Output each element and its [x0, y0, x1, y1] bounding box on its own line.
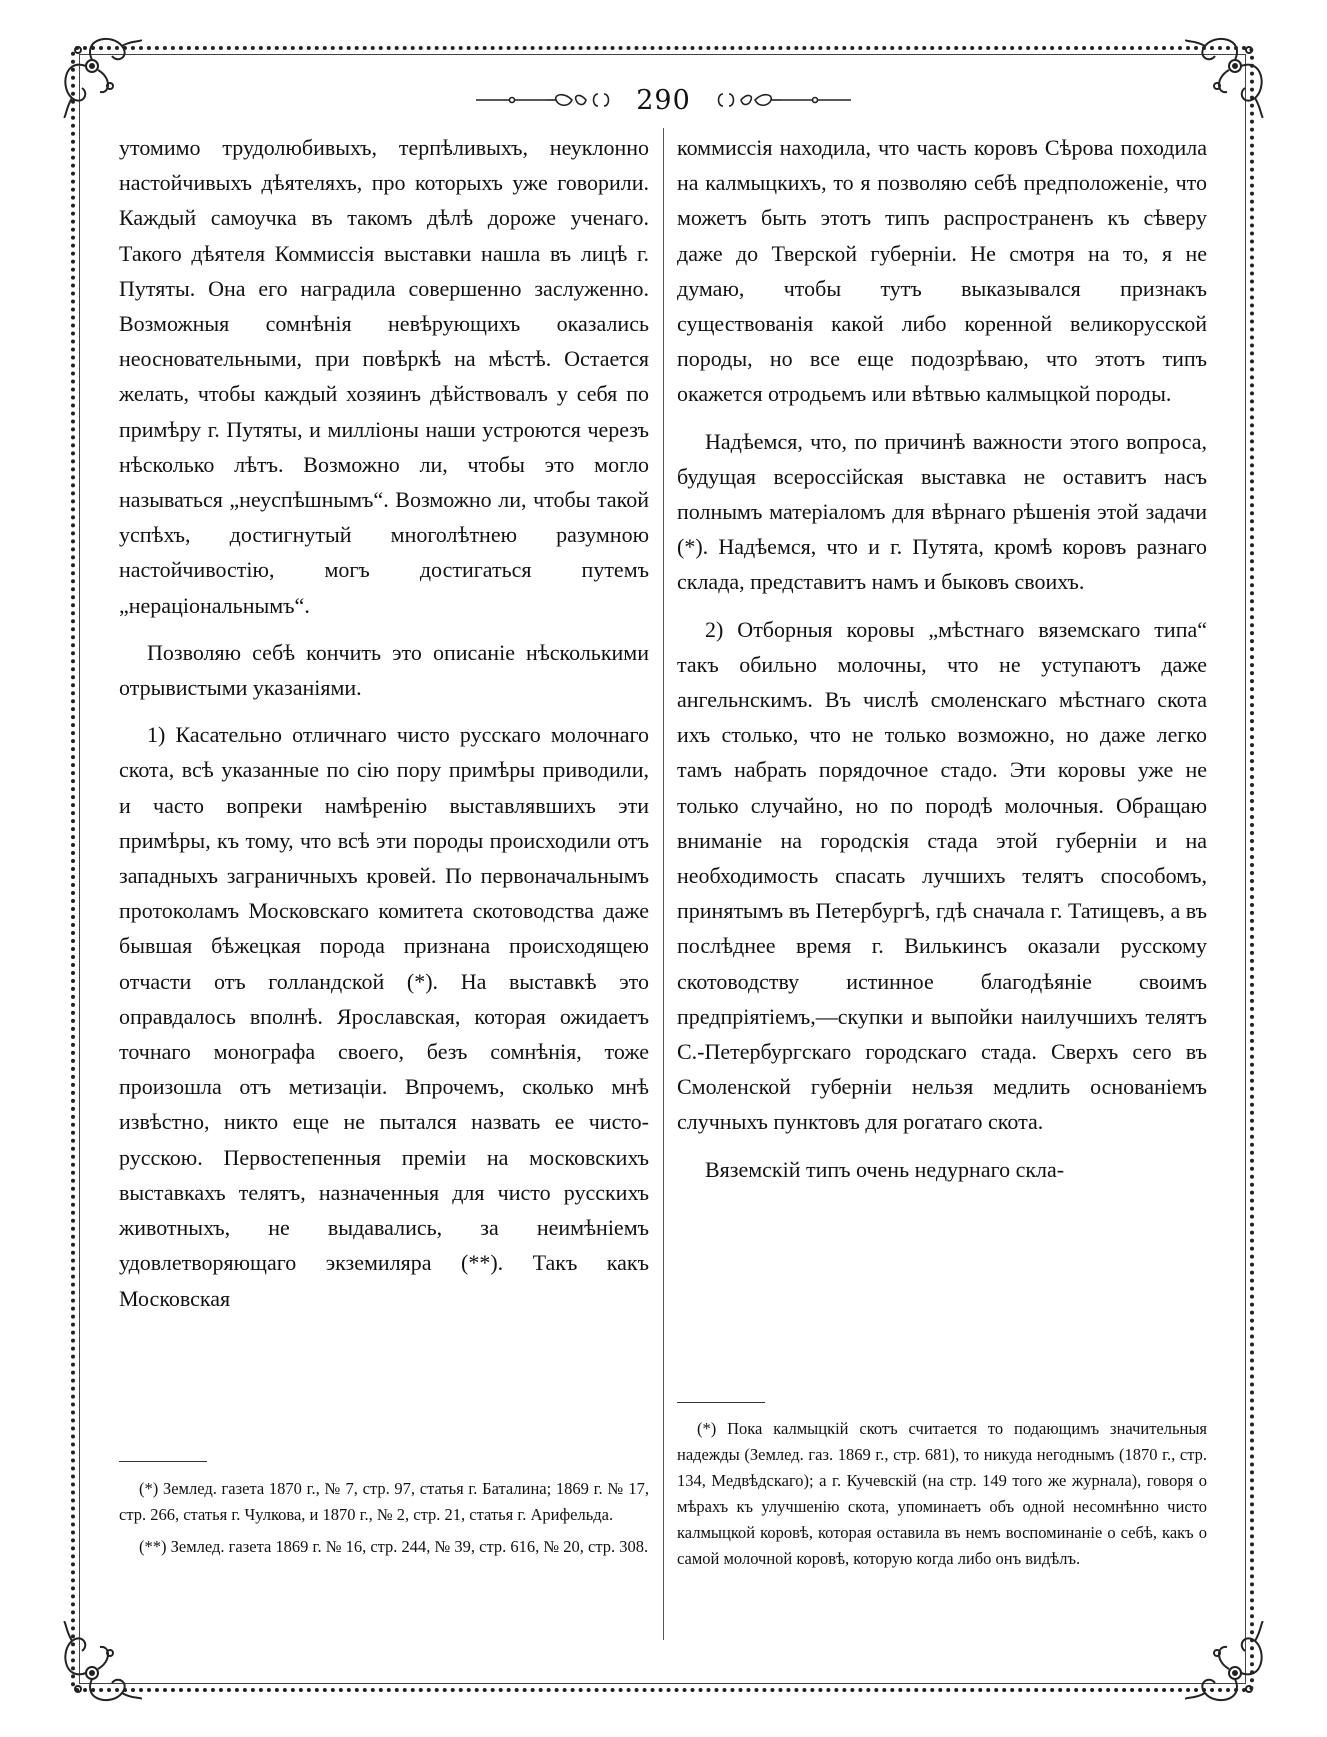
right-footnotes [677, 1416, 1207, 1578]
left-footnotes [119, 1476, 649, 1566]
paragraph: Вяземскій типъ очень недурнаго скла- [705, 1156, 1065, 1182]
paragraph: Надѣемся, что, по причинѣ важности этого вопроса, будущая всероссійская выставка не оставитъ насъ полнымъ матеріаломъ для вѣрнаго рѣшенія этой задачи (*). Надѣемся, что и г. Путята, кромѣ коровъ разнаго склада, представитъ намъ и быковъ своихъ. [677, 428, 1207, 595]
page-header [0, 82, 1327, 118]
paragraph: 2) Отборныя коровы „мѣстнаго вяземскаго типа“ такъ обильно молочны, что не уступаютъ даже ангельнскимъ. Въ числѣ смоленскаго мѣстнаго скота ихъ столько, что не только возможно, но даже легко тамъ набрать порядочное стадо. Эти коровы уже не только случайно, но по породѣ молочныя. Обращаю вниманіе на городскія стада этой губерніи и на необходимость спасать лучшихъ телятъ способомъ, принятымъ въ Петербургѣ, гдѣ сначала г. Татищевъ, а въ послѣднее время г. Вилькинсъ оказали русскому скотоводству истинное благодѣяніе своимъ предпріятіемъ,—скупки и выпойки наилучшихъ телятъ С.-Петербургскаго городскаго стада. Сверхъ сего въ Смоленской губерніи нельзя медлить основаніемъ случныхъ пунктовъ для рогатаго скота. [677, 616, 1207, 1135]
corner-ornament-icon [52, 1621, 142, 1711]
footnote-rule [119, 1461, 207, 1462]
left-flourish-icon [476, 90, 626, 110]
right-column [677, 130, 1207, 1199]
left-column [119, 130, 649, 1328]
footnote-rule [677, 1402, 765, 1403]
paragraph: коммиссія находила, что часть коровъ Сѣрова походила на калмыцкихъ, то я позволяю себѣ предположеніе, что можетъ быть этотъ типъ распространенъ къ сѣверу даже до Тверской губерніи. Не смотря на то, я не думаю, чтобы тутъ выказывался признакъ существованія какой либо коренной великорусской породы, но все еще подозрѣваю, что этотъ типъ окажется отродьемъ или вѣтвью калмыцкой породы. [677, 135, 1207, 407]
corner-ornament-icon [1185, 1621, 1275, 1711]
page-number: 290 [636, 84, 691, 116]
footnote: (*) Землед. газета 1870 г., № 7, стр. 97, статья г. Баталина; 1869 г. № 17, стр. 266, статья г. Чулкова, и 1870 г., № 2, стр. 21, статья г. Арифельда. [119, 1479, 649, 1524]
footnote: (*) Пока калмыцкій скотъ считается то подающимъ значительныя надежды (Землед. газ. 1869 г., стр. 681), то никуда негоднымъ (1870 г., стр. 134, Медвѣдскаго); а г. Кучевскій (на стр. 149 того же журнала), говоря о мѣрахъ къ улучшенію скота, упоминаетъ объ одной несомнѣнно чисто калмыцкой коровѣ, которая оставила въ немъ воспоминаніе о себѣ, какъ о самой молочной коровѣ, которую когда либо онъ видѣлъ. [677, 1419, 1207, 1568]
footnote: (**) Землед. газета 1869 г. № 16, стр. 244, № 39, стр. 616, № 20, стр. 308. [139, 1537, 649, 1556]
column-divider [663, 128, 664, 1640]
paragraph: Позволяю себѣ кончить это описаніе нѣсколькими отрывистыми указаніями. [119, 639, 649, 701]
paragraph: утомимо трудолюбивыхъ, терпѣливыхъ, неуклонно настойчивыхъ дѣятеляхъ, про которыхъ уже говорили. Каждый самоучка въ такомъ дѣлѣ дороже ученаго. Такого дѣятеля Коммиссія выставки нашла въ лицѣ г. Путяты. Она его наградила совершенно заслуженно. Возможныя сомнѣнія невѣрующихъ оказались неосновательными, при повѣркѣ на мѣстѣ. Остается желать, чтобы каждый хозяинъ дѣйствовалъ у себя по примѣру г. Путяты, и милліоны наши устроются черезъ нѣсколько лѣтъ. Возможно ли, чтобы это могло называться „неуспѣшнымъ“. Возможно ли, чтобы такой успѣхъ, достигнутый многолѣтнею разумною настойчивостію, могъ достигаться путемъ „нераціональнымъ“. [119, 135, 649, 618]
right-flourish-icon [701, 90, 851, 110]
paragraph: 1) Касательно отличнаго чисто русскаго молочнаго скота, всѣ указанные по сію пору примѣры приводили, и часто вопреки намѣренію выставлявшихъ эти примѣры, къ тому, что всѣ эти породы происходили отъ западныхъ заграничныхъ кровей. По первоначальнымъ протоколамъ Московскаго комитета скотоводства даже бывшая бѣжецкая порода признана происходящею отчасти отъ голландской (*). На выставкѣ это оправдалось вполнѣ. Ярославская, которая ожидаетъ точнаго монографа своего, безъ сомнѣнія, тоже произошла отъ метизаціи. Впрочемъ, сколько мнѣ извѣстно, никто еще не пытался назвать ее чисто-русскою. Первостепенныя преміи на московскихъ выставкахъ телятъ, назначенныя для чисто русскихъ животныхъ, не выдавались, за неимѣніемъ удовлетворяющаго экземиляра (**). Такъ какъ Московская [119, 722, 649, 1311]
